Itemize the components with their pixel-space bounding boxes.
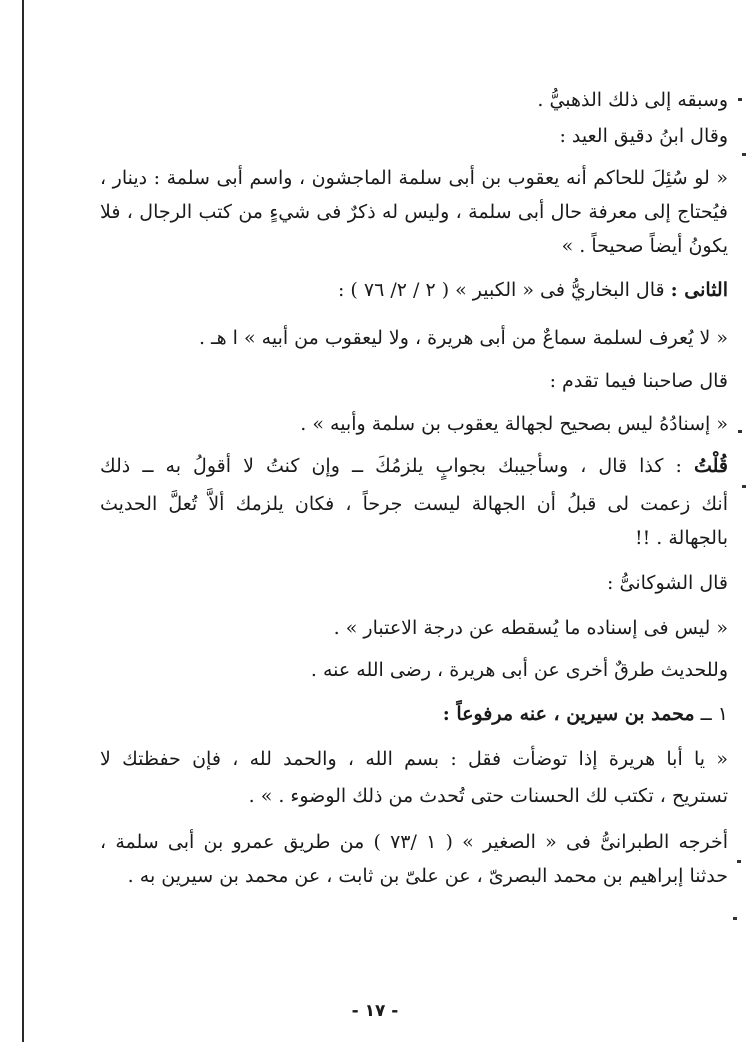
text-line: حدثنا إبراهيم بن محمد البصرىّ ، عن علىّ بن ثابت ، عن محمد بن سيرين به . (127, 865, 728, 887)
text-line: وللحديث طرقٌ أخرى عن أبى هريرة ، رضى الله عنه . (310, 659, 728, 681)
text-line: قال الشوكانىُّ : (607, 572, 728, 594)
text-line: بالجهالة . !! (634, 527, 728, 549)
page-number: - ١٧ - (351, 1001, 399, 1021)
text-span: قال البخاريُّ فى « الكبير » ( ٢ / ٢/ ٧٦ ) : (337, 279, 665, 301)
text-line (100, 452, 728, 480)
text-line: تستريح ، تكتب لك الحسنات حتى تُحدث من ذلك الوضوء . » . (248, 785, 728, 807)
bold-label: قُلْتُ (693, 455, 728, 477)
text-line: قال صاحبنا فيما تقدم : (549, 370, 728, 392)
text-span: : كذا قال ، وسأجيبك بجوابٍ يلزمُكَ ــ وإن كنتُ لا أقولُ به ــ ذلك (100, 455, 682, 477)
text-line: « لا يُعرف لسلمة سماعٌ من أبى هريرة ، ولا ليعقوب من أبيه » ا هـ . (198, 327, 728, 349)
text-line: فيُحتاج إلى معرفة حال أبى سلمة ، وليس له ذكرٌ فى شيءٍ من كتب الرجال ، فلا (100, 201, 728, 223)
text-line: أخرجه الطبرانىُّ فى « الصغير » ( ١ /٧٣ ) من طريق عمرو بن أبى سلمة ، (100, 831, 728, 853)
text-line: أنك زعمت لى قبلُ أن الجهالة ليست جرحاً ، فكان يلزمك ألاَّ تُعلَّ الحديث (100, 493, 728, 515)
text-line: « يا أبا هريرة إذا توضأت فقل : بسم الله ، والحمد لله ، فإن حفظتك لا (100, 748, 728, 770)
margin-mark (742, 153, 746, 156)
heading-title: محمد بن سيرين ، عنه مرفوعاً : (442, 703, 695, 725)
margin-mark (742, 485, 746, 488)
text-line: « ليس فى إسناده ما يُسقطه عن درجة الاعتبار » . (333, 617, 728, 639)
text-line (338, 276, 728, 304)
heading-number: ١ ــ (700, 703, 728, 725)
text-line: يكونُ أيضاً صحيحاً . » (561, 235, 728, 257)
margin-mark (738, 430, 742, 433)
margin-mark (737, 860, 741, 863)
section-heading (443, 700, 728, 728)
margin-mark (738, 98, 742, 101)
page-border (22, 0, 24, 1042)
margin-mark (733, 917, 737, 920)
bold-label: الثانى : (670, 279, 728, 301)
text-line: وسبقه إلى ذلك الذهبيُّ . (537, 89, 728, 111)
text-line: « لو سُئِلَ للحاكم أنه يعقوب بن أبى سلمة الماجشون ، واسم أبى سلمة : دينار ، (100, 167, 728, 189)
text-line: وقال ابنُ دقيق العيد : (559, 125, 728, 147)
text-line: « إسنادُهُ ليس بصحيح لجهالة يعقوب بن سلمة وأبيه » . (300, 413, 728, 435)
